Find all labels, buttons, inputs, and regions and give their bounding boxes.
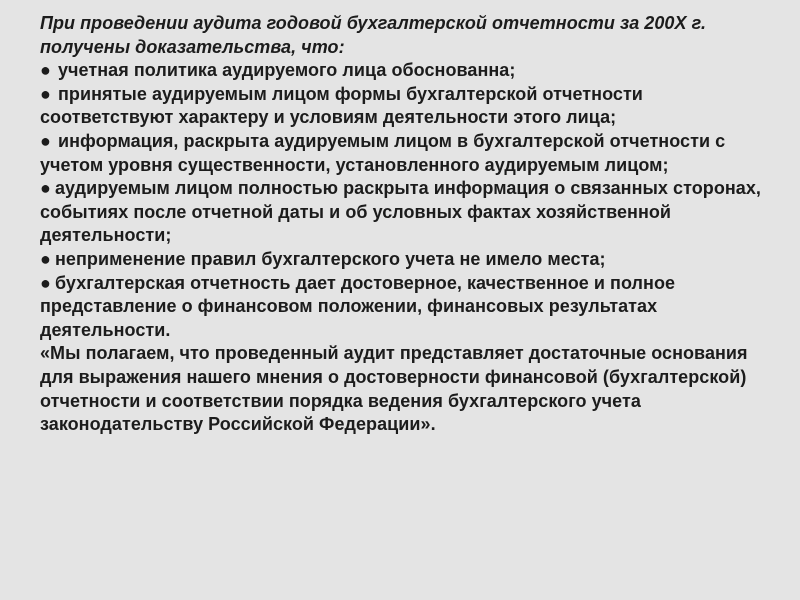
- bullet-icon: ●: [40, 130, 51, 151]
- intro-text: При проведении аудита годовой бухгалтерской отчетности за 200Х г. получены доказательства, что:: [40, 13, 707, 57]
- bullet-text: аудируемым лицом полностью раскрыта информация о связанных сторонах, событиях после отчетной даты и об условных фактах хозяйственной деятельности;: [40, 178, 761, 246]
- conclusion-quote: «Мы полагаем, что проведенный аудит представляет достаточные основания для выражения нашего мнения о достоверности финансовой (бухгалтерской) отчетности и соответствии порядка ведения бухгалтерского учета законодательству Российской Федерации».: [40, 343, 748, 435]
- bullet-text: бухгалтерская отчетность дает достоверное, качественное и полное представление о финансовом положении, финансовых результатах деятельности.: [40, 272, 676, 340]
- bullet-item-non-application: [40, 248, 762, 272]
- bullet-text: информация, раскрыта аудируемым лицом в бухгалтерской отчетности с учетом уровня существенности, установленного аудируемым лицом;: [40, 130, 726, 175]
- bullet-text: принятые аудируемым лицом формы бухгалтерской отчетности соответствуют характеру и условиям деятельности этого лица;: [40, 83, 643, 128]
- bullet-item-fair-presentation: [40, 272, 762, 343]
- bullet-item-related-parties: [40, 177, 762, 248]
- bullet-icon: ●: [40, 272, 51, 293]
- bullet-icon: ●: [40, 60, 51, 81]
- bullet-item-materiality: [40, 130, 762, 177]
- bullet-text: неприменение правил бухгалтерского учета не имело места;: [55, 248, 606, 269]
- bullet-icon: ●: [40, 83, 51, 104]
- bullet-item-accounting-policy: [40, 59, 762, 83]
- bullet-item-report-forms: [40, 83, 762, 130]
- bullet-icon: ●: [40, 178, 51, 199]
- slide-content: [40, 12, 762, 437]
- bullet-text: учетная политика аудируемого лица обоснованна;: [58, 60, 516, 81]
- bullet-icon: ●: [40, 248, 51, 269]
